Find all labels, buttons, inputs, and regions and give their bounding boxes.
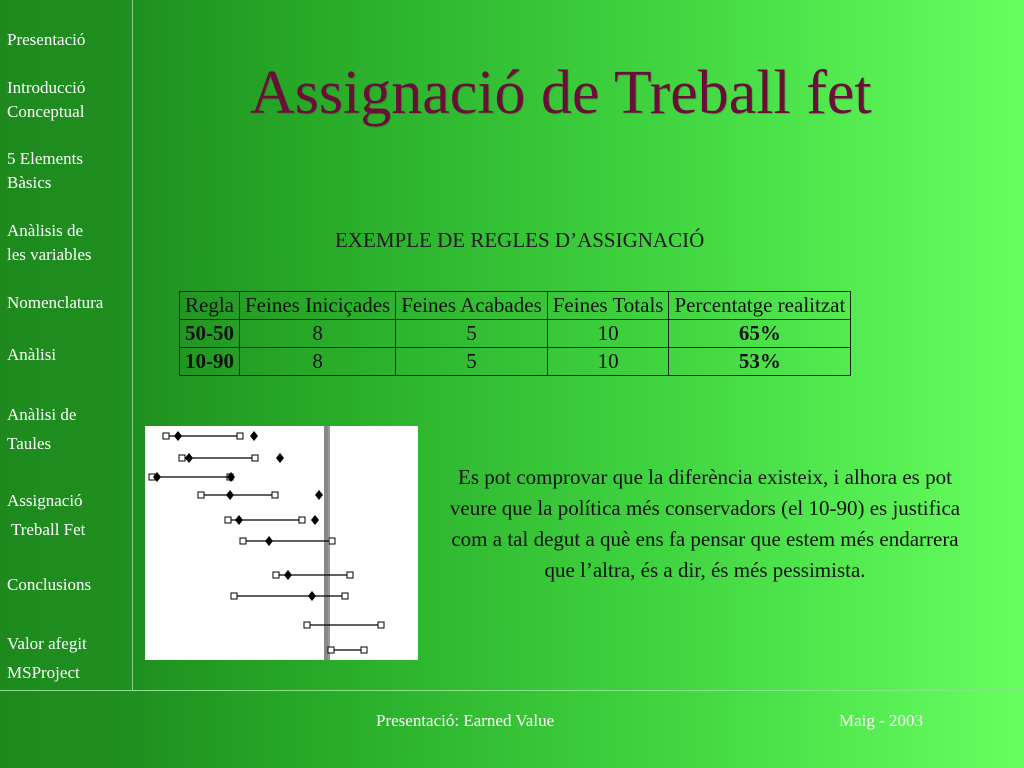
table-cell: 5 — [396, 348, 548, 376]
column-header: Feines Totals — [547, 292, 669, 320]
gantt-row — [231, 591, 348, 601]
sidebar-item-label: Nomenclatura — [7, 293, 104, 312]
column-header: Percentatge realitzat — [669, 292, 851, 320]
sidebar-item-analisi[interactable] — [7, 343, 56, 367]
column-header: Feines Iniciçades — [240, 292, 396, 320]
sidebar-item-label: Anàlisi — [7, 345, 57, 364]
sidebar-item-label: Conclusions — [7, 575, 92, 594]
sidebar-item-label: Taules — [7, 434, 52, 453]
section-subtitle: EXEMPLE DE REGLES D’ASSIGNACIÓ — [335, 228, 705, 252]
sidebar-item-label: 5 Elements — [7, 149, 84, 168]
table-header-row — [180, 292, 851, 320]
sidebar-item-label: Conceptual — [7, 102, 85, 121]
sidebar-item-nomenclatura[interactable] — [7, 291, 103, 315]
sidebar-item-5-elements-basics[interactable] — [7, 147, 83, 195]
table-cell: 5 — [396, 320, 548, 348]
sidebar-item-valor-afegit-msproject[interactable] — [7, 629, 87, 687]
footer-date: Maig - 2003 — [839, 711, 924, 730]
sidebar-item-introduccio-conceptual[interactable] — [7, 76, 85, 124]
sidebar-item-label: Bàsics — [7, 173, 52, 192]
sidebar-item-label: Valor afegit — [7, 634, 87, 653]
sidebar-item-label: Introducció — [7, 78, 86, 97]
table-cell: 8 — [240, 348, 396, 376]
table-cell: 10 — [547, 348, 669, 376]
gantt-row — [225, 515, 319, 525]
column-header: Regla — [180, 292, 240, 320]
sidebar-nav — [0, 0, 133, 690]
gantt-row — [198, 490, 323, 500]
table-cell: 65% — [669, 320, 851, 348]
footer-presentation-name: Presentació: Earned Value — [376, 711, 555, 730]
sidebar-item-label: Anàlisis de — [7, 221, 84, 240]
column-header: Feines Acabades — [396, 292, 548, 320]
gantt-diagram-image — [145, 426, 418, 660]
sidebar-item-label: Presentació — [7, 30, 86, 49]
rules-table — [179, 291, 851, 376]
table-cell: 8 — [240, 320, 396, 348]
sidebar-item-label: les variables — [7, 245, 92, 264]
sidebar-item-label: Assignació — [7, 491, 83, 510]
table-cell: 53% — [669, 348, 851, 376]
sidebar-item-conclusions[interactable] — [7, 573, 91, 597]
table-cell: 10-90 — [180, 348, 240, 376]
sidebar-item-label: Anàlisi de — [7, 405, 77, 424]
gantt-diagram — [145, 426, 418, 660]
gantt-row — [304, 622, 384, 628]
gantt-row — [179, 453, 284, 463]
page-title: Assignació de Treball fet — [250, 59, 872, 127]
explanation-paragraph: Es pot comprovar que la diferència existeix, i alhora es pot veure que la política més conservadors (el 10-90) es justifica com a tal degut a què ens fa pensar que estem més endarrera que l’altra, és a dir, és més pessimista. — [449, 465, 961, 582]
sidebar-item-analisis-variables[interactable] — [7, 219, 92, 267]
footer-divider — [0, 690, 1024, 691]
sidebar-item-assignacio-treball-fet[interactable] — [7, 486, 85, 544]
gantt-row — [149, 472, 235, 482]
gantt-row — [240, 536, 335, 546]
table-row — [180, 320, 851, 348]
table-cell: 10 — [547, 320, 669, 348]
table-row — [180, 348, 851, 376]
gantt-row — [328, 647, 367, 653]
sidebar-item-analisi-taules[interactable] — [7, 400, 76, 458]
gantt-row — [273, 570, 353, 580]
gantt-row — [163, 431, 258, 441]
sidebar-item-label: MSProject — [7, 663, 80, 682]
sidebar-item-label: Treball Fet — [7, 520, 86, 539]
sidebar-item-presentacio[interactable] — [7, 28, 85, 52]
table-cell: 50-50 — [180, 320, 240, 348]
